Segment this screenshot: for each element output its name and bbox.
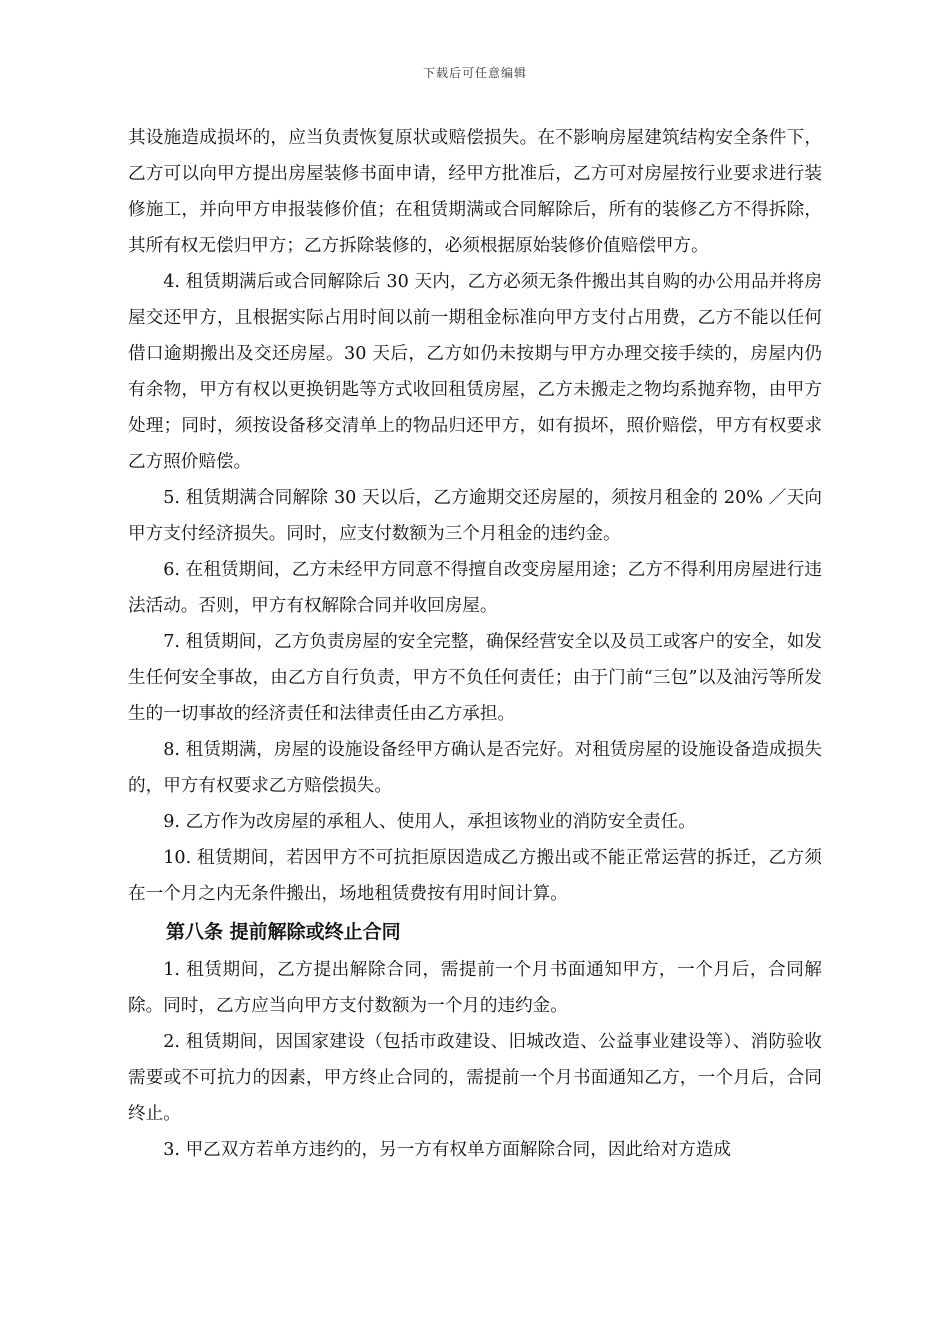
section-heading-article-8: 第八条 提前解除或终止合同 <box>166 921 401 943</box>
clause-10: 10. 租赁期间，若因甲方不可抗拒原因造成乙方搬出或不能正常运营的拆迁，乙方须在一个月之内无条件搬出，场地租赁费按有用时间计算。 <box>128 848 822 904</box>
page-header: 下载后可任意编辑 <box>422 66 527 80</box>
paragraph-continued: 其设施造成损坏的，应当负责恢复原状或赔偿损失。在不影响房屋建筑结构安全条件下，乙方可以向甲方提出房屋装修书面申请，经甲方批准后，乙方可对房屋按行业要求进行装修施工，并向甲方申报装修价值；在租赁期满或合同解除后，所有的装修乙方不得拆除，其所有权无偿归甲方；乙方拆除装修的，必须根据原始装修价值赔偿甲方。 <box>128 128 822 256</box>
article-8-clause-3: 3. 甲乙双方若单方违约的，另一方有权单方面解除合同，因此给对方造成 <box>163 1140 731 1160</box>
clause-6: 6. 在租赁期间，乙方未经甲方同意不得擅自改变房屋用途；乙方不得利用房屋进行违法活动。否则，甲方有权解除合同并收回房屋。 <box>128 560 822 616</box>
clause-9: 9. 乙方作为改房屋的承租人、使用人，承担该物业的消防安全责任。 <box>163 812 696 832</box>
clause-7: 7. 租赁期间，乙方负责房屋的安全完整，确保经营安全以及员工或客户的安全，如发生任何安全事故，由乙方自行负责，甲方不负任何责任；由于门前“三包”以及油污等所发生的一切事故的经济责任和法律责任由乙方承担。 <box>128 632 822 724</box>
clause-4: 4. 租赁期满后或合同解除后 30 天内，乙方必须无条件搬出其自购的办公用品并将房屋交还甲方，且根据实际占用时间以前一期租金标准向甲方支付占用费，乙方不能以任何借口逾期搬出及交还房屋。30 天后，乙方如仍未按期与甲方办理交接手续的，房屋内仍有余物，甲方有权以更换钥匙等方式收回租赁房屋，乙方未搬走之物均系抛弃物，由甲方处理；同时，须按设备移交清单上的物品归还甲方，如有损坏，照价赔偿，甲方有权要求乙方照价赔偿。 <box>128 272 822 472</box>
article-8-clause-1: 1. 租赁期间，乙方提出解除合同，需提前一个月书面通知甲方，一个月后，合同解除。同时，乙方应当向甲方支付数额为一个月的违约金。 <box>128 960 822 1016</box>
document-body <box>128 120 822 1168</box>
clause-5: 5. 租赁期满合同解除 30 天以后，乙方逾期交还房屋的，须按月租金的 20% ／天向甲方支付经济损失。同时，应支付数额为三个月租金的违约金。 <box>128 488 822 544</box>
clause-8: 8. 租赁期满，房屋的设施设备经甲方确认是否完好。对租赁房屋的设施设备造成损失的，甲方有权要求乙方赔偿损失。 <box>128 740 822 796</box>
article-8-clause-2: 2. 租赁期间，因国家建设（包括市政建设、旧城改造、公益事业建设等）、消防验收需要或不可抗力的因素，甲方终止合同的，需提前一个月书面通知乙方，一个月后，合同终止。 <box>128 1032 822 1124</box>
